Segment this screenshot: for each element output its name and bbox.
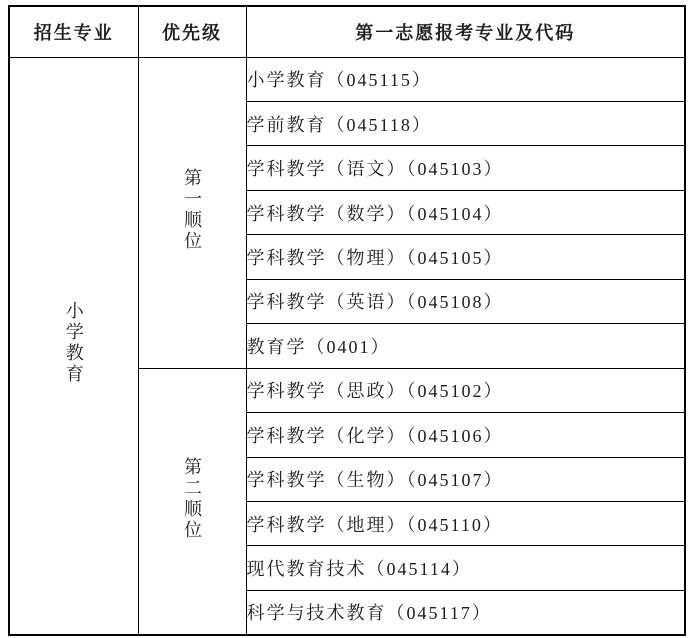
program-cell: 学科教学（物理）（045105） [246, 235, 685, 279]
priority-first-order-label: 第一顺位 [182, 168, 202, 253]
program-cell: 学科教学（化学）（045106） [246, 413, 685, 457]
program-cell: 学科教学（思政）（045102） [246, 368, 685, 412]
enrollment-major-label: 小学教育 [63, 301, 84, 386]
priority-second-order-label: 第二顺位 [182, 456, 202, 541]
admission-majors-table [8, 5, 686, 636]
program-cell: 学科教学（数学）（045104） [246, 190, 685, 234]
program-cell: 学科教学（语文）（045103） [246, 146, 685, 190]
program-cell: 教育学（0401） [246, 324, 685, 368]
program-cell: 现代教育技术（045114） [246, 546, 685, 590]
program-cell: 科学与技术教育（045117） [246, 590, 685, 635]
admission-table-container [8, 5, 686, 636]
program-cell: 学前教育（045118） [246, 101, 685, 145]
table-row [9, 57, 685, 101]
program-cell: 学科教学（地理）（045110） [246, 502, 685, 546]
program-cell: 学科教学（生物）（045107） [246, 457, 685, 501]
header-priority-level: 优先级 [138, 6, 246, 57]
program-cell: 小学教育（045115） [246, 57, 685, 101]
header-first-choice-major-code: 第一志愿报考专业及代码 [246, 6, 685, 57]
header-row [9, 6, 685, 57]
priority-first-order-cell [138, 57, 246, 368]
enrollment-major-cell [9, 57, 138, 635]
priority-second-order-cell [138, 368, 246, 635]
header-enrollment-major: 招生专业 [9, 6, 138, 57]
program-cell: 学科教学（英语）（045108） [246, 279, 685, 323]
